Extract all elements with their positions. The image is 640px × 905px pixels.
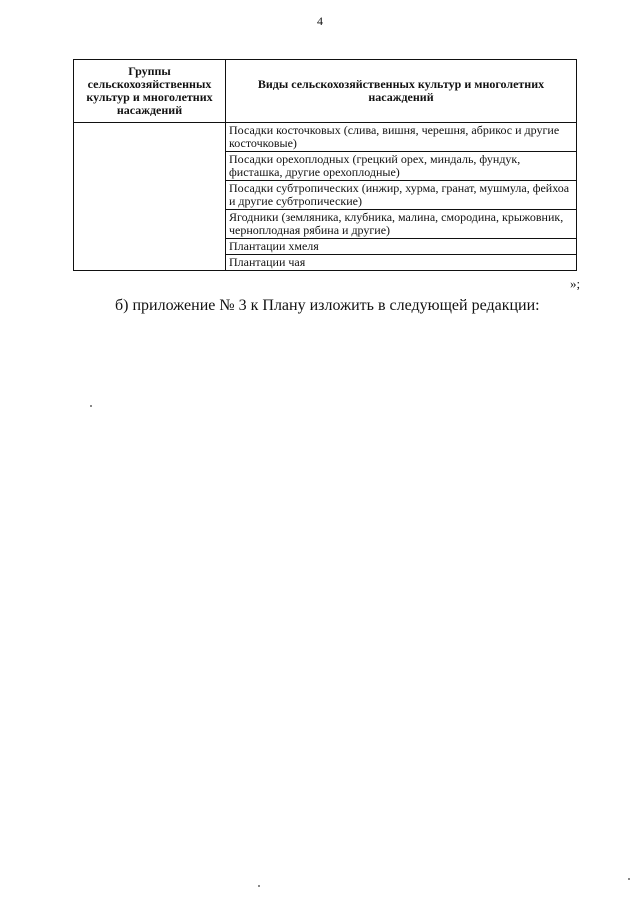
scan-speck	[258, 885, 260, 887]
table-row	[74, 123, 577, 152]
kind-cell: Плантации хмеля	[226, 239, 577, 255]
kind-cell: Посадки косточковых (слива, вишня, черешня, абрикос и другие косточковые)	[226, 123, 577, 152]
page-number: 4	[317, 14, 323, 28]
crops-table	[73, 59, 577, 271]
scan-speck	[628, 878, 630, 880]
scan-speck	[90, 405, 92, 407]
group-cell	[74, 123, 226, 271]
header-kinds: Виды сельскохозяйственных культур и многолетних насаждений	[226, 60, 577, 123]
header-groups: Группы сельскохозяйственных культур и многолетних насаждений	[74, 60, 226, 123]
kind-cell: Плантации чая	[226, 255, 577, 271]
kind-cell: Посадки орехоплодных (грецкий орех, миндаль, фундук, фисташка, другие орехоплодные)	[226, 152, 577, 181]
table-header-row	[74, 60, 577, 123]
kind-cell: Посадки субтропических (инжир, хурма, гранат, мушмула, фейхоа и другие субтропические)	[226, 181, 577, 210]
closing-quote: »;	[570, 276, 581, 291]
kind-cell: Ягодники (земляника, клубника, малина, смородина, крыжовник, черноплодная рябина и другие)	[226, 210, 577, 239]
instruction-paragraph: б) приложение № 3 к Плану изложить в следующей редакции:	[115, 297, 540, 314]
